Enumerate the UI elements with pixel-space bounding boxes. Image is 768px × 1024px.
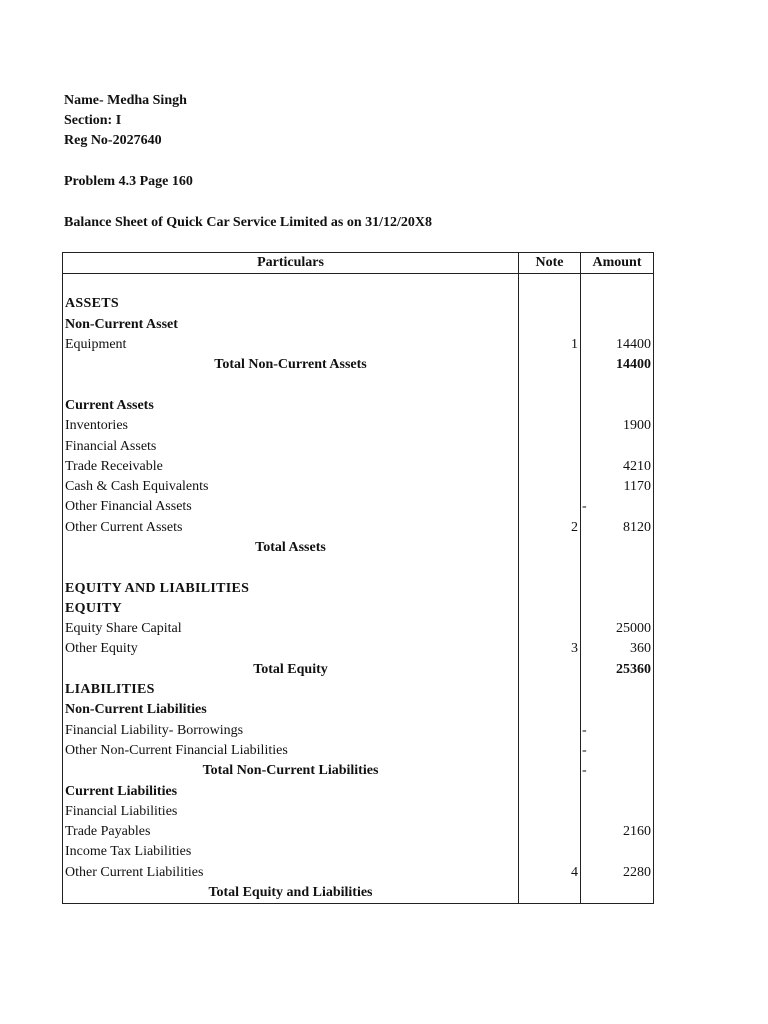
amount-cell: -	[581, 497, 654, 517]
column-header-particulars: Particulars	[63, 253, 519, 274]
particulars-cell: Other Current Assets	[63, 518, 519, 538]
table-row	[63, 781, 654, 801]
table-row	[63, 578, 654, 598]
section: Section: I	[64, 113, 122, 128]
note-cell	[519, 599, 581, 619]
amount-cell: 2280	[581, 863, 654, 883]
particulars-cell	[63, 558, 519, 578]
table-row	[63, 558, 654, 578]
column-header-note: Note	[519, 253, 581, 274]
note-cell	[519, 457, 581, 477]
note-cell: 4	[519, 863, 581, 883]
particulars-cell	[63, 375, 519, 395]
note-cell	[519, 396, 581, 416]
amount-cell	[581, 274, 654, 295]
table-row	[63, 863, 654, 883]
table-row	[63, 842, 654, 862]
note-cell	[519, 741, 581, 761]
column-header-amount: Amount	[581, 253, 654, 274]
table-row	[63, 639, 654, 659]
amount-cell: 14400	[581, 335, 654, 355]
table-row	[63, 700, 654, 720]
amount-cell: 360	[581, 639, 654, 659]
amount-cell	[581, 599, 654, 619]
note-cell	[519, 558, 581, 578]
note-cell: 1	[519, 335, 581, 355]
particulars-cell: Other Non-Current Financial Liabilities	[63, 741, 519, 761]
note-cell	[519, 802, 581, 822]
amount-cell	[581, 315, 654, 335]
table-row	[63, 883, 654, 904]
note-cell	[519, 294, 581, 314]
table-row	[63, 355, 654, 375]
note-cell	[519, 578, 581, 598]
amount-cell	[581, 842, 654, 862]
particulars-cell: Total Equity and Liabilities	[63, 883, 519, 904]
amount-cell: -	[581, 761, 654, 781]
note-cell	[519, 781, 581, 801]
student-name: Name- Medha Singh	[64, 93, 187, 108]
amount-cell	[581, 436, 654, 456]
particulars-cell: Total Assets	[63, 538, 519, 558]
particulars-cell: Total Equity	[63, 660, 519, 680]
table-row	[63, 619, 654, 639]
note-cell: 2	[519, 518, 581, 538]
amount-cell	[581, 700, 654, 720]
particulars-cell: Current Liabilities	[63, 781, 519, 801]
particulars-cell: Trade Payables	[63, 822, 519, 842]
table-row	[63, 416, 654, 436]
amount-cell: 4210	[581, 457, 654, 477]
particulars-cell	[63, 274, 519, 295]
particulars-cell: Total Non-Current Liabilities	[63, 761, 519, 781]
particulars-cell: Total Non-Current Assets	[63, 355, 519, 375]
note-cell	[519, 883, 581, 904]
note-cell	[519, 477, 581, 497]
note-cell	[519, 416, 581, 436]
amount-cell: 25360	[581, 660, 654, 680]
registration-number: Reg No-2027640	[64, 133, 162, 148]
particulars-cell: Other Current Liabilities	[63, 863, 519, 883]
particulars-cell: Other Financial Assets	[63, 497, 519, 517]
amount-cell: 2160	[581, 822, 654, 842]
balance-sheet-title: Balance Sheet of Quick Car Service Limited as on 31/12/20X8	[64, 215, 432, 230]
amount-cell: 14400	[581, 355, 654, 375]
table-row	[63, 457, 654, 477]
table-row	[63, 497, 654, 517]
note-cell	[519, 842, 581, 862]
particulars-cell: EQUITY	[63, 599, 519, 619]
amount-cell	[581, 538, 654, 558]
particulars-cell: Current Assets	[63, 396, 519, 416]
particulars-cell: Inventories	[63, 416, 519, 436]
table-row	[63, 599, 654, 619]
note-cell	[519, 822, 581, 842]
note-cell	[519, 436, 581, 456]
note-cell	[519, 538, 581, 558]
table-row	[63, 335, 654, 355]
amount-cell	[581, 396, 654, 416]
particulars-cell: Cash & Cash Equivalents	[63, 477, 519, 497]
particulars-cell: Financial Liability- Borrowings	[63, 721, 519, 741]
note-cell	[519, 315, 581, 335]
note-cell	[519, 721, 581, 741]
amount-cell: 1170	[581, 477, 654, 497]
table-row	[63, 518, 654, 538]
table-row	[63, 315, 654, 335]
table-row	[63, 680, 654, 700]
particulars-cell: Non-Current Liabilities	[63, 700, 519, 720]
note-cell	[519, 619, 581, 639]
table-row	[63, 721, 654, 741]
amount-cell: 1900	[581, 416, 654, 436]
table-row	[63, 396, 654, 416]
amount-cell	[581, 680, 654, 700]
table-row	[63, 294, 654, 314]
note-cell	[519, 497, 581, 517]
balance-sheet-table	[62, 252, 654, 904]
amount-cell: 8120	[581, 518, 654, 538]
table-row	[63, 660, 654, 680]
particulars-cell: Equity Share Capital	[63, 619, 519, 639]
particulars-cell: Non-Current Asset	[63, 315, 519, 335]
amount-cell	[581, 883, 654, 904]
particulars-cell: EQUITY AND LIABILITIES	[63, 578, 519, 598]
table-row	[63, 375, 654, 395]
amount-cell	[581, 558, 654, 578]
note-cell	[519, 680, 581, 700]
particulars-cell: Trade Receivable	[63, 457, 519, 477]
table-row	[63, 436, 654, 456]
amount-cell	[581, 578, 654, 598]
note-cell	[519, 700, 581, 720]
amount-cell	[581, 781, 654, 801]
particulars-cell: Financial Liabilities	[63, 802, 519, 822]
note-cell	[519, 375, 581, 395]
amount-cell	[581, 294, 654, 314]
table-row	[63, 822, 654, 842]
table-row	[63, 477, 654, 497]
problem-reference: Problem 4.3 Page 160	[64, 174, 193, 189]
particulars-cell: Equipment	[63, 335, 519, 355]
note-cell	[519, 660, 581, 680]
note-cell	[519, 761, 581, 781]
amount-cell: -	[581, 741, 654, 761]
note-cell	[519, 274, 581, 295]
table-row	[63, 538, 654, 558]
table-row	[63, 761, 654, 781]
note-cell	[519, 355, 581, 375]
table-row	[63, 274, 654, 295]
amount-cell: -	[581, 721, 654, 741]
table-header-row	[63, 253, 654, 274]
particulars-cell: LIABILITIES	[63, 680, 519, 700]
particulars-cell: Other Equity	[63, 639, 519, 659]
particulars-cell: Income Tax Liabilities	[63, 842, 519, 862]
table-row	[63, 802, 654, 822]
amount-cell	[581, 375, 654, 395]
note-cell: 3	[519, 639, 581, 659]
table-row	[63, 741, 654, 761]
particulars-cell: ASSETS	[63, 294, 519, 314]
amount-cell	[581, 802, 654, 822]
particulars-cell: Financial Assets	[63, 436, 519, 456]
amount-cell: 25000	[581, 619, 654, 639]
